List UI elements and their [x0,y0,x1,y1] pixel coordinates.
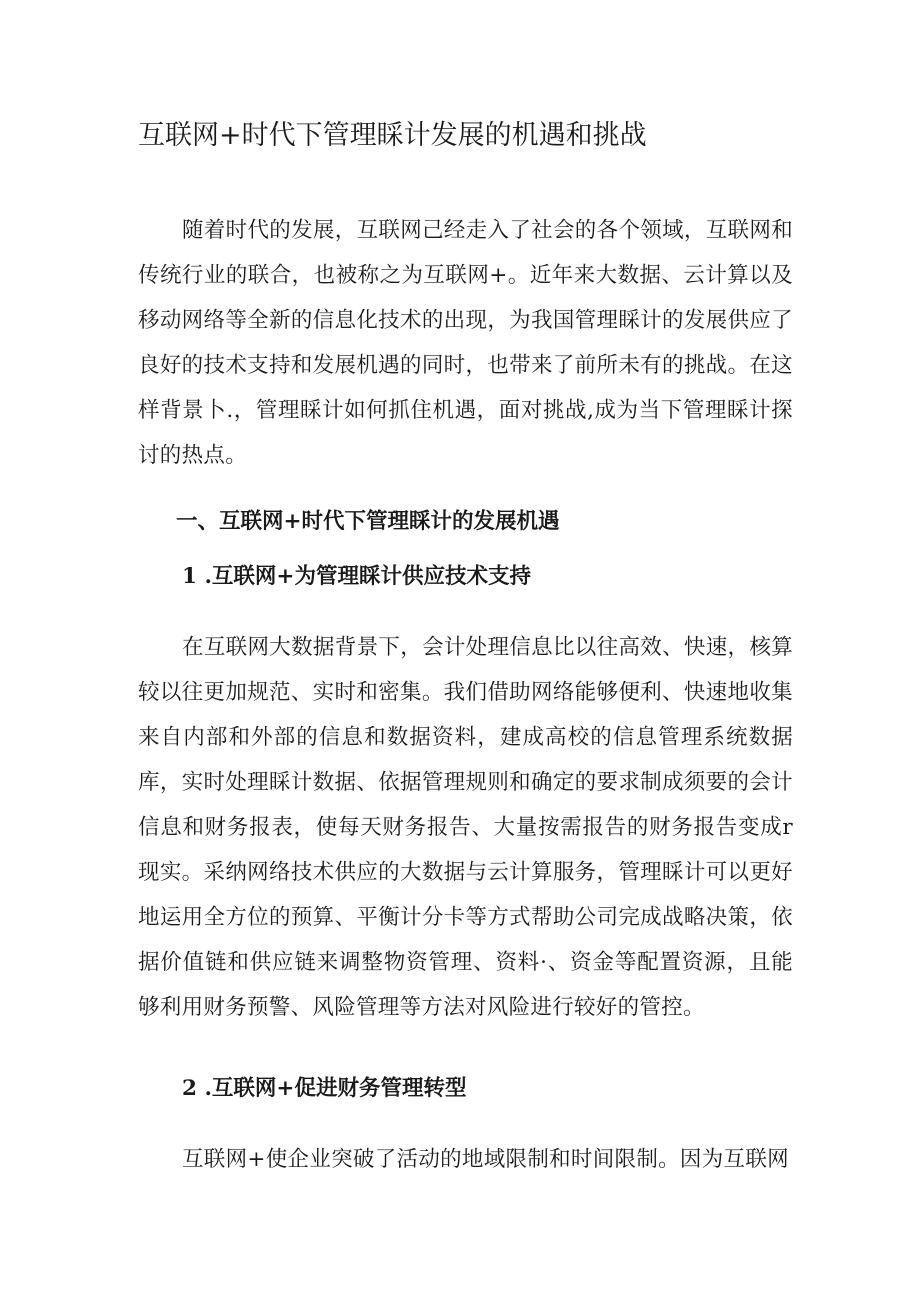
body-paragraph-big-data: 在互联网大数据背景下，会计处理信息比以往高效、快速，核算较以往更加规范、实时和密集。我们借助网络能够便利、快速地收集来自内部和外部的信息和数据资料，建成高校的信息管理系统数据库，实时处理睬计数据、依据管理规则和确定的要求制成须要的会计信息和财务报表，使每天财务报告、大量按需报告的财务报告变成r现实。采纳网络技术供应的大数据与云计算服务，管理睬计可以更好地运用全方位的预算、平衡计分卡等方式帮助公司完成战略决策，依据价值链和供应链来调整物资管理、资料·、资金等配置资源，且能够利用财务预警、风险管理等方法对风险进行较好的管控。 [138,635,793,1020]
document-title: 互联网+时代下管理睬计发展的机遇和挑战 [138,120,647,151]
subsection-heading-technical-support: 1 .互联网+为管理睬计供应技术支持 [182,564,531,589]
intro-paragraph: 随着时代的发展，互联网己经走入了社会的各个领域，互联网和传统行业的联合，也被称之为互联网+。近年来大数据、云计算以及移动网络等全新的信息化技术的出现，为我国管理睬计的发展供应了良好的技术支持和发展机遇的同时，也带来了前所未有的挑战。在这样背景卜.，管理睬计如何抓住机遇，面对挑战,成为当下管理睬计探讨的热点。 [138,218,793,468]
section-heading-opportunities: 一、互联网+时代下管理睬计的发展机遇 [176,509,560,534]
body-paragraph-breakthrough: 互联网+使企业突破了活动的地域限制和时间限制。因为互联网 [182,1147,789,1172]
subsection-heading-financial-transformation: 2 .互联网+促进财务管理转型 [182,1076,467,1101]
